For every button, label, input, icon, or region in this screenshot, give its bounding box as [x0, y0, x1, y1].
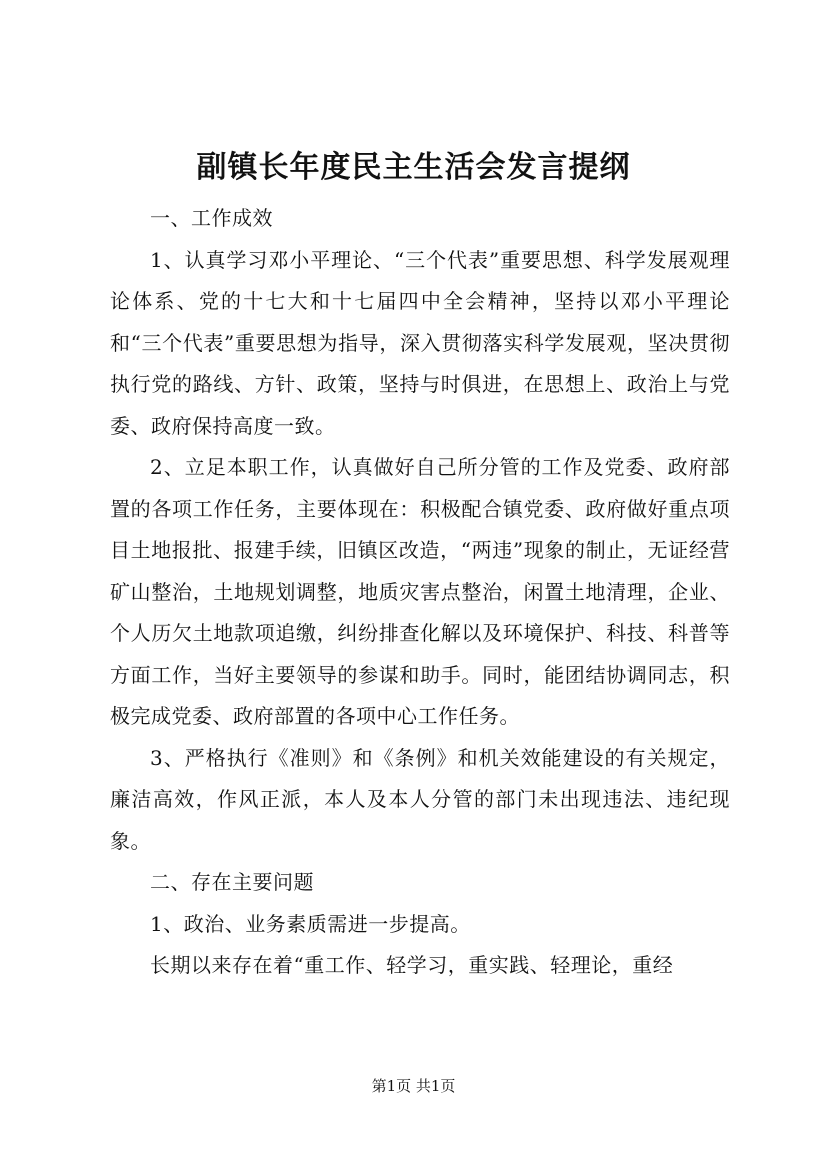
paragraph-long-term-issue: 长期以来存在着“重工作、轻学习，重实践、轻理论，重经	[150, 953, 674, 977]
document-body	[110, 198, 730, 987]
paragraph-quality-improvement: 1、政治、业务素质需进一步提高。	[150, 911, 471, 936]
section-heading-work-results: 一、工作成效	[150, 206, 273, 230]
paragraph-study-theory: 1、认真学习邓小平理论、“三个代表”重要思想、科学发展观理论体系、党的十七大和十七届四中全会精神，坚持以邓小平理论和“三个代表”重要思想为指导，深入贯彻落实科学发展观，坚决贯彻执行党的路线、方针、政策，坚持与时俱进，在思想上、政治上与党委、政府保持高度一致。	[110, 247, 730, 438]
paragraph-job-duties: 2、立足本职工作，认真做好自己所分管的工作及党委、政府部置的各项工作任务，主要体现在：积极配合镇党委、政府做好重点项目土地报批、报建手续，旧镇区改造，“两违”现象的制止，无证经营矿山整治，土地规划调整，地质灾害点整治，闲置土地清理，企业、个人历欠土地款项追缴，纠纷排查化解以及环境保护、科技、科普等方面工作，当好主要领导的参谋和助手。同时，能团结协调同志，积极完成党委、政府部置的各项中心工作任务。	[110, 455, 730, 728]
page-number-footer: 第1页 共1页	[371, 1077, 456, 1095]
paragraph-discipline: 3、严格执行《准则》和《条例》和机关效能建设的有关规定，廉洁高效，作风正派，本人及本人分管的部门未出现违法、违纪现象。	[110, 745, 730, 853]
section-heading-main-problems: 二、存在主要问题	[150, 870, 314, 894]
document-title: 副镇长年度民主生活会发言提纲	[196, 150, 631, 185]
